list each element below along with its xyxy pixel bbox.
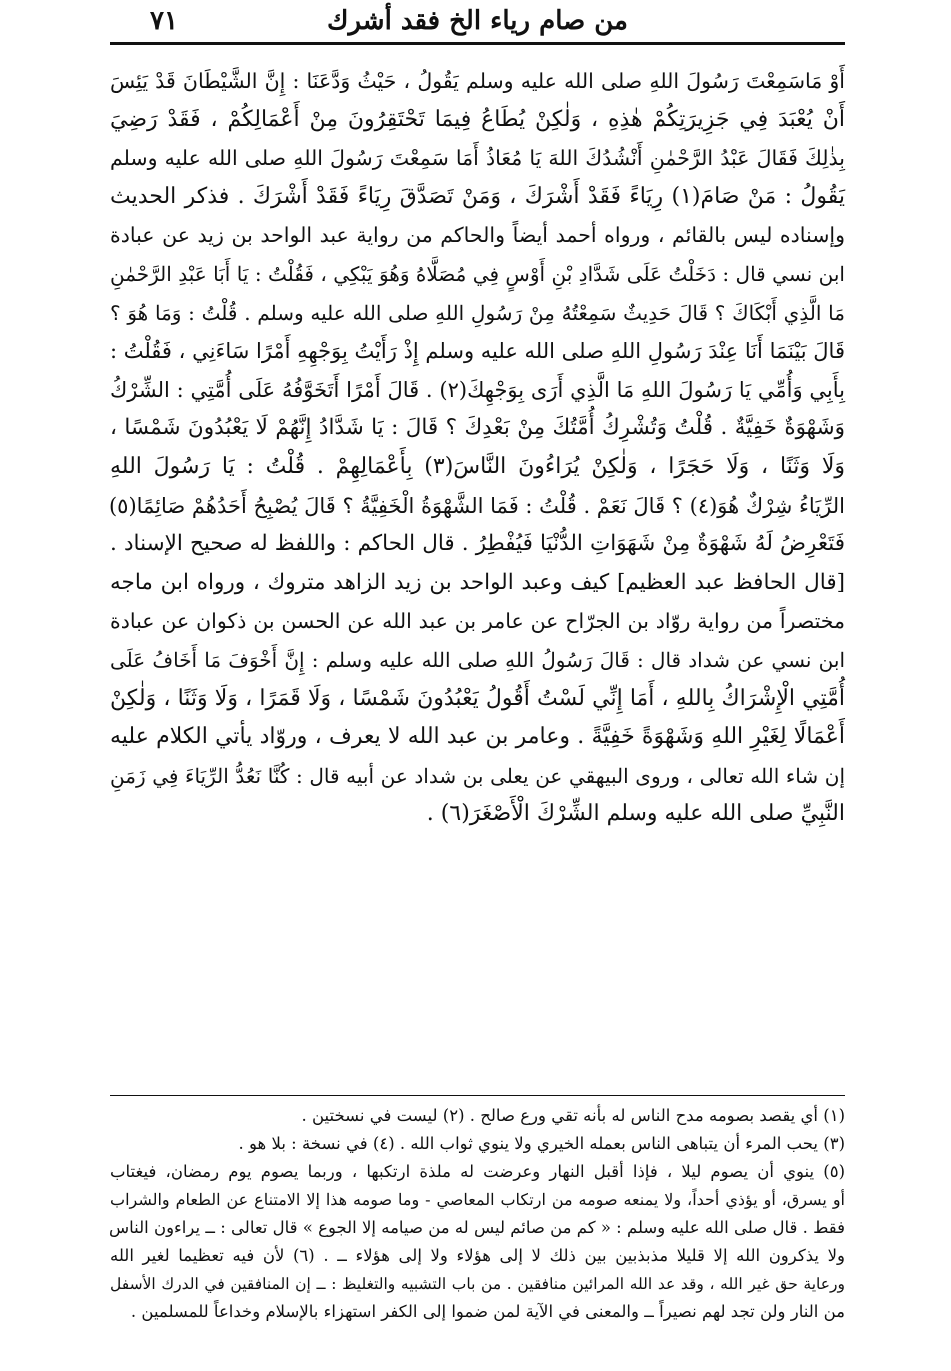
footnote-line: (١) أي يقصد بصومه مدح الناس له بأنه تقي ورع صالح . (٢) ليست في نسختين . [301,1106,845,1125]
footnote-line: فقط . قال صلى الله عليه وسلم : « كم من صائم ليس له من صيامه إلا الجوع » قال تعالى : ــ يراءون الناس [108,1218,845,1237]
text-line: مختصراً من رواية روّاد بن الجرّاح عن عامر بن عبد الله عن الحسن بن ذكوان عن عبادة [110,609,845,634]
running-header [110,4,845,40]
main-text [110,62,845,834]
footnote-line: من النار ولن تجد لهم نصيراً ــ والمعنى في الآية لمن ضموا إلى الكفر استهزاء بالإسلام وخداعاً للمسلمين . [130,1302,845,1321]
text-line: وَلَا وَثَنًا ، وَلَا حَجَرًا ، وَلٰكِنْ يُرَاءُونَ النَّاسَ(٣) بِأَعْمَالِهِمْ . قُلْتُ : يَا رَسُولَ اللهِ [110,453,845,479]
text-line: ابن نسي قال : دَخَلْتُ عَلَى شَدَّادِ بْنِ أَوْسٍ فِي مُصَلَّاهُ وَهُوَ يَبْكِي ، فَقُلْتُ : يَا أَبَا عَبْدِ الرَّحْمٰنِ [110,261,845,286]
footnote-line: أو يسرق، أو يؤذي أحداً، ولا يمنعه صومه من ارتكاب المعاصي - وما صومه هذا إلا الامتناع عن الطعام والشراب [110,1190,845,1209]
text-line: فَتَعْرِضُ لَهُ شَهْوَةٌ مِنْ شَهَوَاتِ الدُّنْيَا فَيُفْطِرُ . قال الحاكم : واللفظ له صحيح الإسناد . [110,531,845,557]
text-line: يَقُولُ : مَنْ صَامَ(١) رِيَاءً فَقَدْ أَشْرَكَ ، وَمَنْ تَصَدَّقَ رِيَاءً فَقَدْ أَشْرَكَ . فذكر الحديث [110,183,845,209]
text-line: قَالَ بَيْنَمَا أَنَا عِنْدَ رَسُولِ اللهِ صلى الله عليه وسلم إِذْ رَأَيْتُ بِوَجْهِهِ أَمْرًا سَاءَنِي ، فَقُلْتُ : [109,339,845,364]
text-line: ابن نسي عن شداد قال : قَالَ رَسُولُ اللهِ صلى الله عليه وسلم : إِنَّ أَخْوَفَ مَا أَخَافُ عَلَى [110,647,845,672]
text-line: مَا الَّذِي أَبْكَاكَ ؟ قَالَ حَدِيثٌ سَمِعْتُهُ مِنْ رَسُولِ اللهِ صلى الله عليه وسلم . قُلْتُ : وَمَا هُوَ ؟ [110,300,845,325]
footnote-rule [110,1095,845,1096]
text-line: [قال الحافظ عبد العظيم] كيف وعبد الواحد بن زيد الزاهد متروك ، ورواه ابن ماجه [110,569,845,595]
text-line: إن شاء الله تعالى ، وروى البيهقي عن يعلى بن شداد عن أبيه قال : كُنَّا نَعُدُّ الرِّيَاءَ فِي زَمَنِ [110,763,845,788]
text-line: وَشَهْوَةٌ خَفِيَّةٌ . قُلْتُ وَتُشْرِكُ أُمَّتُكَ مِنْ بَعْدِكَ ؟ قَالَ : يَا شَدَّادُ إِنَّهُمْ لَا يَعْبُدُونَ شَمْسًا ، [110,415,845,441]
footnote-line: ولا يذكرون الله إلا قليلا مذبذبين بين ذلك لا إلى هؤلاء ولا إلى هؤلاء ــ . (٦) لأن فيه تعظيما لغير الله [110,1246,845,1265]
text-line: وإسناده ليس بالقائم ، ورواه أحمد أيضاً والحاكم من رواية عبد الواحد بن زيد عن عبادة [110,223,845,248]
running-title: من صام رياء الخ فقد أشرك [327,6,628,36]
text-line: أُمَّتِي الْإِشْرَاكُ بِاللهِ ، أَمَا إِنِّي لَسْتُ أَقُولُ يَعْبُدُونَ شَمْسًا ، وَلَا قَمَرًا ، وَلَا وَثَنًا ، وَلٰكِنْ [110,685,845,711]
header-rule [110,42,845,45]
page-number: ٧١ [150,6,178,36]
text-line: أَعْمَالًا لِغَيْرِ اللهِ وَشَهْوَةً خَفِيَّةً . وعامر بن عبد الله لا يعرف ، وروّاد يأتي الكلام عليه [110,724,845,750]
text-line: بِأَبِي وَأُمِّي يَا رَسُولَ اللهِ مَا الَّذِي أَرَى بِوَجْهِكَ(٢) . قَالَ أَمْرًا أَتَخَوَّفُهُ عَلَى أُمَّتِي : الشِّرْكُ [110,377,846,402]
footnote-line: (٣) يحب المرء أن يتباهى الناس بعمله الخيري ولا ينوي ثواب الله . (٤) في نسخة : بلا هو . [238,1134,845,1153]
footnotes [110,1102,845,1326]
footnote-line: ورعاية حق غير الله ، وقد عد الله المرائين منافقين . من باب التشبيه والتغليظ : ــ إن المنافقين في الدرك الأسفل [110,1275,845,1293]
footnote-line: (٥) ينوي أن يصوم ليلا ، فإذا أقبل النهار وعرضت له ملذة ارتكبها ، وربما يصوم يوم رمضان، فيغتاب [110,1162,845,1181]
text-line: بِذٰلِكَ فَقَالَ عَبْدُ الرَّحْمٰنِ أَنْشُدُكَ اللهَ يَا مُعَاذُ أَمَا سَمِعْتَ رَسُولَ اللهِ صلى الله عليه وسلم [110,146,845,171]
text-line: أَوْ مَاسَمِعْتَ رَسُولَ اللهِ صلى الله عليه وسلم يَقُولُ ، حَيْثُ وَدَّعَنَا : إِنَّ الشَّيْطَانَ قَدْ يَئِسَ [110,69,845,93]
text-line: النَّبِيِّ صلى الله عليه وسلم الشِّرْكَ الْأَصْغَرَ(٦) . [426,801,845,827]
text-line: الرِّيَاءُ شِرْكٌ هُوَ(٤) ؟ قَالَ نَعَمْ . قُلْتُ : فَمَا الشَّهْوَةُ الْخَفِيَّةُ ؟ قَالَ يُصْبِحُ أَحَدُهُمْ صَائِمًا(٥) [108,493,845,518]
text-line: أَنْ يُعْبَدَ فِي جَزِيرَتِكُمْ هٰذِهِ ، وَلٰكِنْ يُطَاعُ فِيمَا تَحْتَقِرُونَ مِنْ أَعْمَالِكُمْ ، فَقَدْ رَضِيَ [110,106,845,132]
